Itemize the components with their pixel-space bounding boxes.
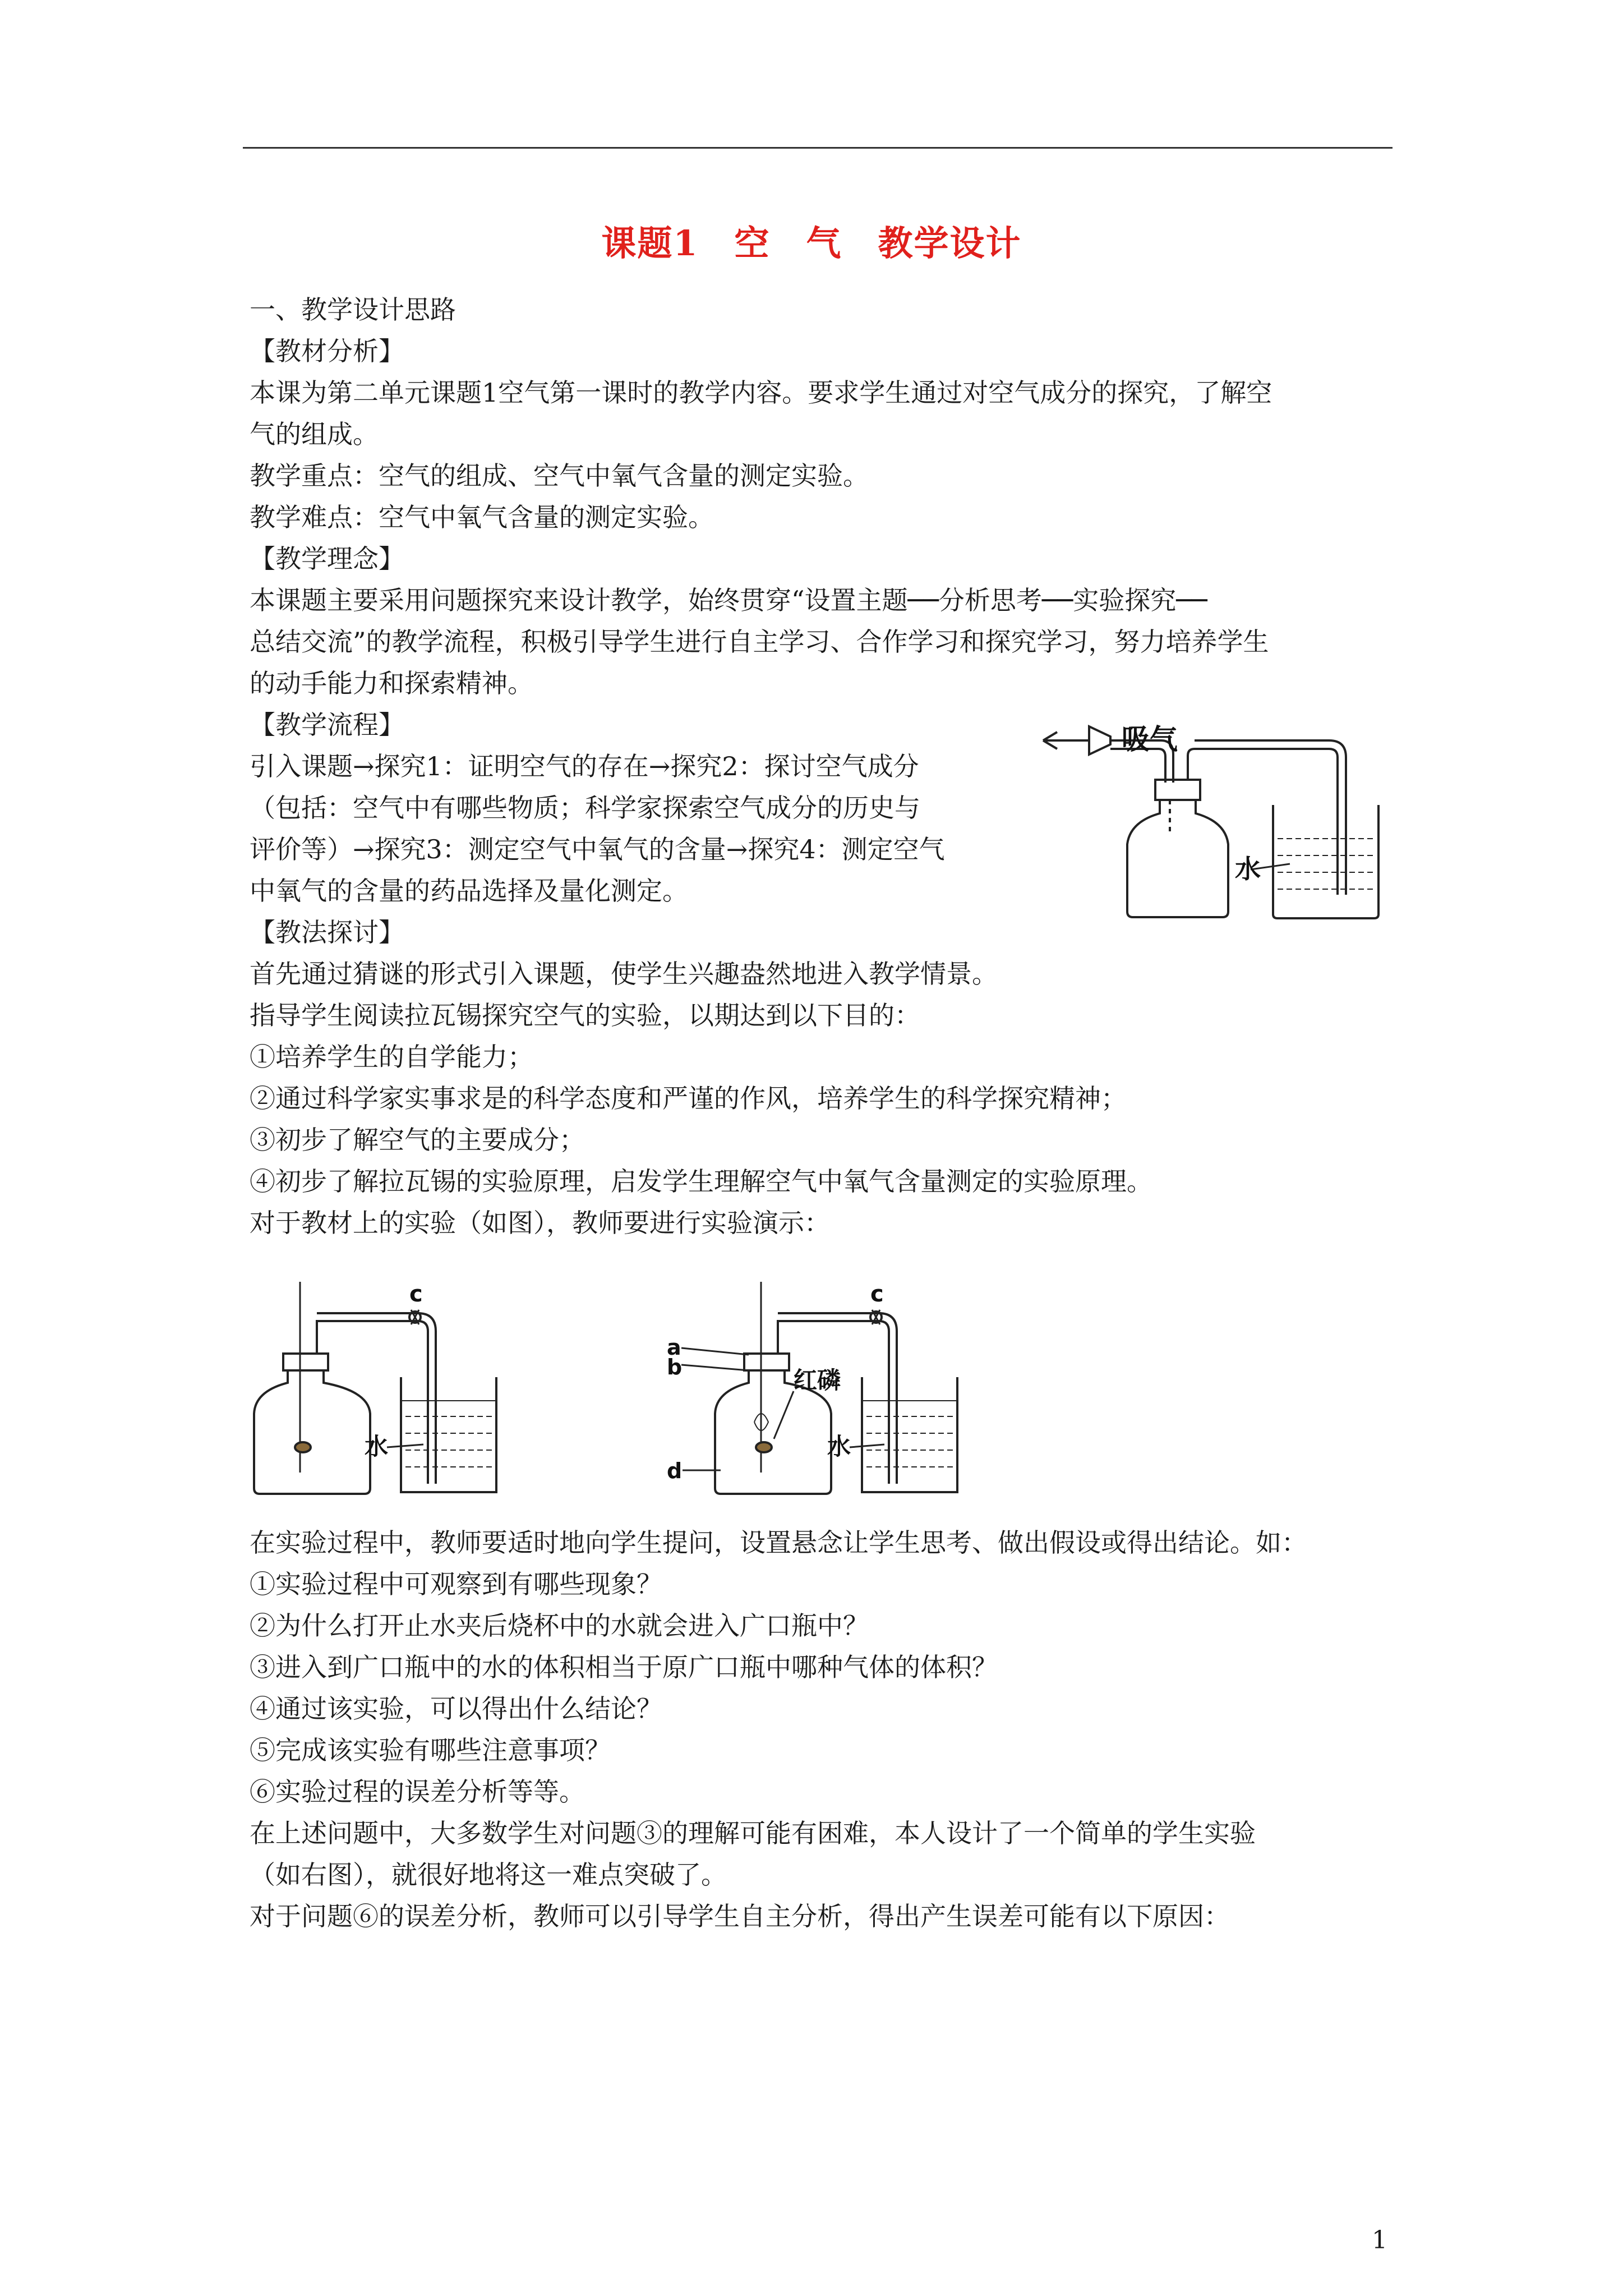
paragraph-flow-4: 中氧气的含量的药品选择及量化测定。 xyxy=(250,876,688,906)
oxygen-apparatus-figure-right xyxy=(665,1276,979,1501)
heading-material: 【教材分析】 xyxy=(250,336,404,366)
question-6: ⑥实验过程的误差分析等等。 xyxy=(250,1777,585,1807)
question-5: ⑤完成该实验有哪些注意事项？ xyxy=(250,1735,611,1765)
clamp-c-label: c xyxy=(409,1281,423,1307)
paragraph-flow-3: 评价等）→探究3：测定空气中氧气的含量→探究4：测定空气 xyxy=(250,834,945,864)
heading-concept: 【教学理念】 xyxy=(250,544,404,574)
water-label: 水 xyxy=(365,1433,389,1460)
label-a: a xyxy=(667,1335,681,1360)
question-3: ③进入到广口瓶中的水的体积相当于原广口瓶中哪种气体的体积？ xyxy=(250,1652,998,1682)
paragraph-demo: 对于教材上的实验（如图），教师要进行实验演示： xyxy=(250,1208,830,1238)
paragraph-method-2: 指导学生阅读拉瓦锡探究空气的实验，以期达到以下目的： xyxy=(250,1000,920,1030)
page-title: 课题1 空 气 教学设计 xyxy=(601,223,1022,264)
key-point: 教学重点：空气的组成、空气中氧气含量的测定实验。 xyxy=(250,461,869,491)
question-1: ①实验过程中可观察到有哪些现象？ xyxy=(250,1569,662,1599)
paragraph-material-1: 本课为第二单元课题1空气第一课时的教学内容。要求学生通过对空气成分的探究，了解空 xyxy=(250,378,1272,408)
header-rule xyxy=(243,147,1393,149)
page-number: 1 xyxy=(1372,2226,1387,2254)
section-heading: 一、教学设计思路 xyxy=(250,295,456,325)
paragraph-after-2: （如右图），就很好地将这一难点突破了。 xyxy=(250,1860,727,1890)
water-label: 水 xyxy=(1235,854,1261,884)
paragraph-concept-2: 总结交流”的教学流程，积极引导学生进行自主学习、合作学习和探究学习，努力培养学生 xyxy=(250,627,1269,657)
question-4: ④通过该实验，可以得出什么结论？ xyxy=(250,1694,662,1724)
paragraph-error: 对于问题⑥的误差分析，教师可以引导学生自主分析，得出产生误差可能有以下原因： xyxy=(250,1901,1230,1931)
paragraph-material-2: 气的组成。 xyxy=(250,419,379,449)
heading-flow: 【教学流程】 xyxy=(250,710,404,740)
heading-method: 【教法探讨】 xyxy=(250,917,404,947)
goal-3: ③初步了解空气的主要成分； xyxy=(250,1125,585,1155)
water-label: 水 xyxy=(827,1433,851,1460)
paragraph-method-1: 首先通过猜谜的形式引入课题，使学生兴趣盎然地进入教学情景。 xyxy=(250,959,998,989)
goal-2: ②通过科学家实事求是的科学态度和严谨的作风，培养学生的科学探究精神； xyxy=(250,1083,1127,1114)
label-d: d xyxy=(667,1458,683,1483)
clamp-c-label: c xyxy=(870,1281,884,1307)
paragraph-flow-1: 引入课题→探究1：证明空气的存在→探究2：探讨空气成分 xyxy=(250,751,919,781)
suck-air-label: 吸气 xyxy=(1122,723,1178,756)
goal-4: ④初步了解拉瓦锡的实验原理，启发学生理解空气中氧气含量测定的实验原理。 xyxy=(250,1166,1152,1197)
paragraph-concept-1: 本课题主要采用问题探究来设计教学，始终贯穿“设置主题──分析思考──实验探究── xyxy=(250,585,1207,615)
paragraph-after-1: 在上述问题中，大多数学生对问题③的理解可能有困难，本人设计了一个简单的学生实验 xyxy=(250,1818,1256,1848)
difficult-point: 教学难点：空气中氧气含量的测定实验。 xyxy=(250,502,714,532)
label-b: b xyxy=(667,1355,683,1379)
goal-1: ①培养学生的自学能力； xyxy=(250,1042,533,1072)
paragraph-ask: 在实验过程中，教师要适时地向学生提问，设置悬念让学生思考、做出假设或得出结论。如： xyxy=(250,1527,1307,1558)
suction-experiment-figure xyxy=(1026,710,1385,926)
paragraph-flow-2: （包括：空气中有哪些物质；科学家探索空气成分的历史与 xyxy=(250,793,920,823)
oxygen-apparatus-figure-left xyxy=(250,1276,508,1501)
red-phosphorus-label: 红磷 xyxy=(794,1366,841,1394)
question-2: ②为什么打开止水夹后烧杯中的水就会进入广口瓶中？ xyxy=(250,1611,869,1641)
paragraph-concept-3: 的动手能力和探索精神。 xyxy=(250,668,533,698)
